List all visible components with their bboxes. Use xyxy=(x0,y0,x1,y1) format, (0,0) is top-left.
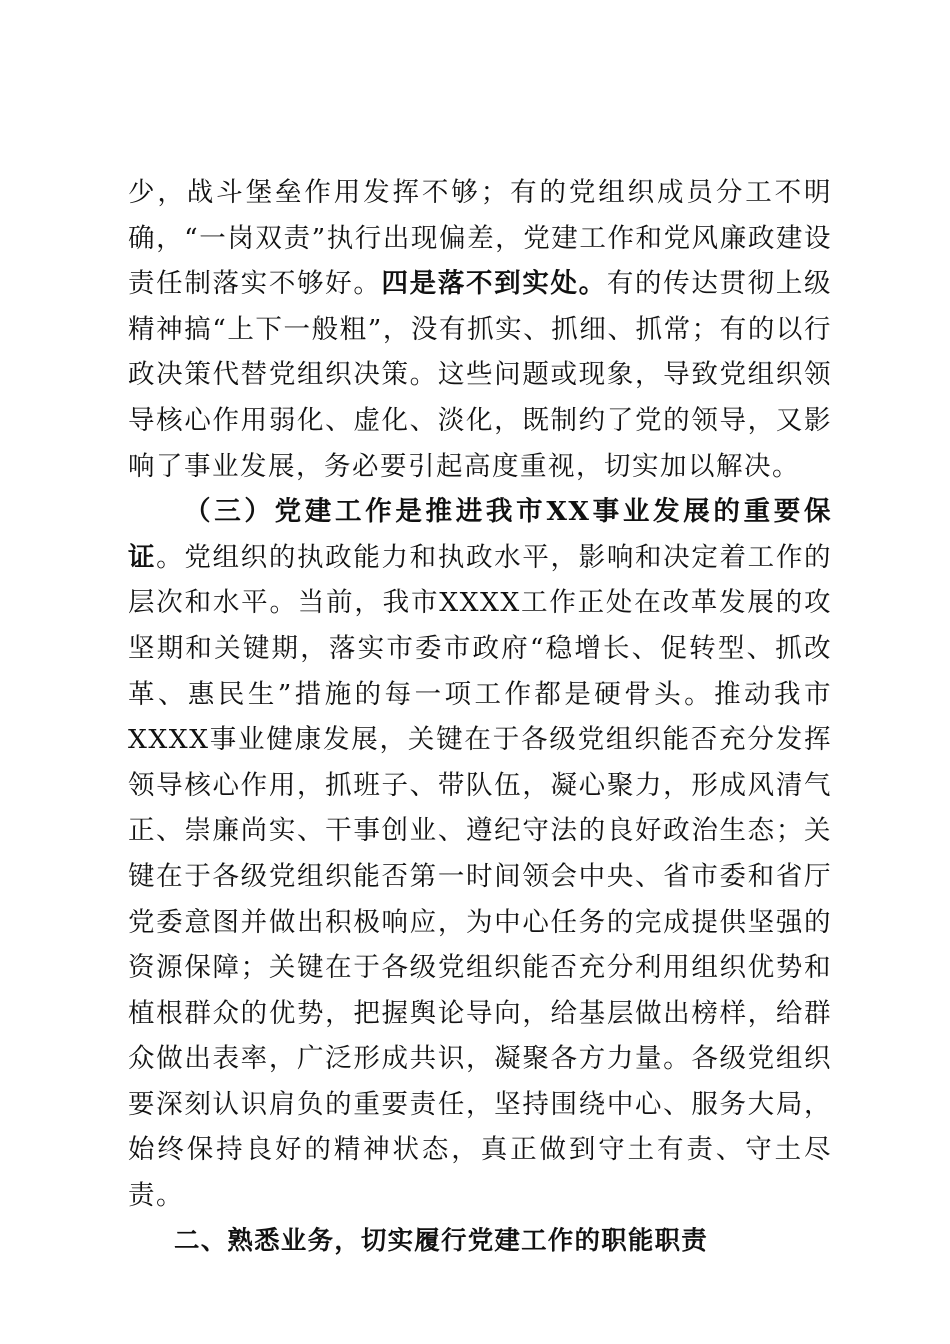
paragraph-continuation xyxy=(128,170,832,489)
section-heading: 二、熟悉业务，切实履行党建工作的职能职责 xyxy=(174,1225,709,1256)
paragraph-1-text-after: 有的传达贯彻上级精神搞“上下一般粗”，没有抓实、抓细、抓常；有的以行政决策代替党组织决策。这些问题或现象，导致党组织领导核心作用弱化、虚化、淡化，既制约了党的领导，又影响了事业发展，务必要引起高度重视，切实加以解决。 xyxy=(128,268,833,482)
paragraph-1-text-before: 少，战斗堡垒作用发挥不够；有的党组织成员分工不明确，“一岗双责”执行出现偏差，党建工作和党风廉政建设责任制落实不够好。 xyxy=(128,177,832,300)
paragraph-section-three xyxy=(128,489,832,1219)
paragraph-2-text-after: 。党组织的执政能力和执政水平，影响和决定着工作的层次和水平。当前，我市XXXX工作正处在改革发展的攻坚期和关键期，落实市委市政府“稳增长、促转型、抓改革、惠民生”措施的每一项工作都是硬骨头。推动我市XXXX事业健康发展，关键在于各级党组织能否充分发挥领导核心作用，抓班子、带队伍，凝心聚力，形成风清气正、崇廉尚实、干事创业、遵纪守法的良好政治生态；关键在于各级党组织能否第一时间领会中央、省市委和省厅党委意图并做出积极响应，为中心任务的完成提供坚强的资源保障；关键在于各级党组织能否充分利用组织优势和植根群众的优势，把握舆论导向，给基层做出榜样，给群众做出表率，广泛形成共识，凝聚各方力量。各级党组织要深刻认识肩负的重要责任，坚持围绕中心、服务大局，始终保持良好的精神状态，真正做到守土有责、守土尽责。 xyxy=(128,541,833,1212)
document-page xyxy=(128,170,832,1264)
paragraph-1-bold-phrase: 四是落不到实处。 xyxy=(381,268,607,300)
paragraph-2-bold-heading: （三）党建工作是推进我市XX事业发展的重要保证 xyxy=(128,496,832,573)
